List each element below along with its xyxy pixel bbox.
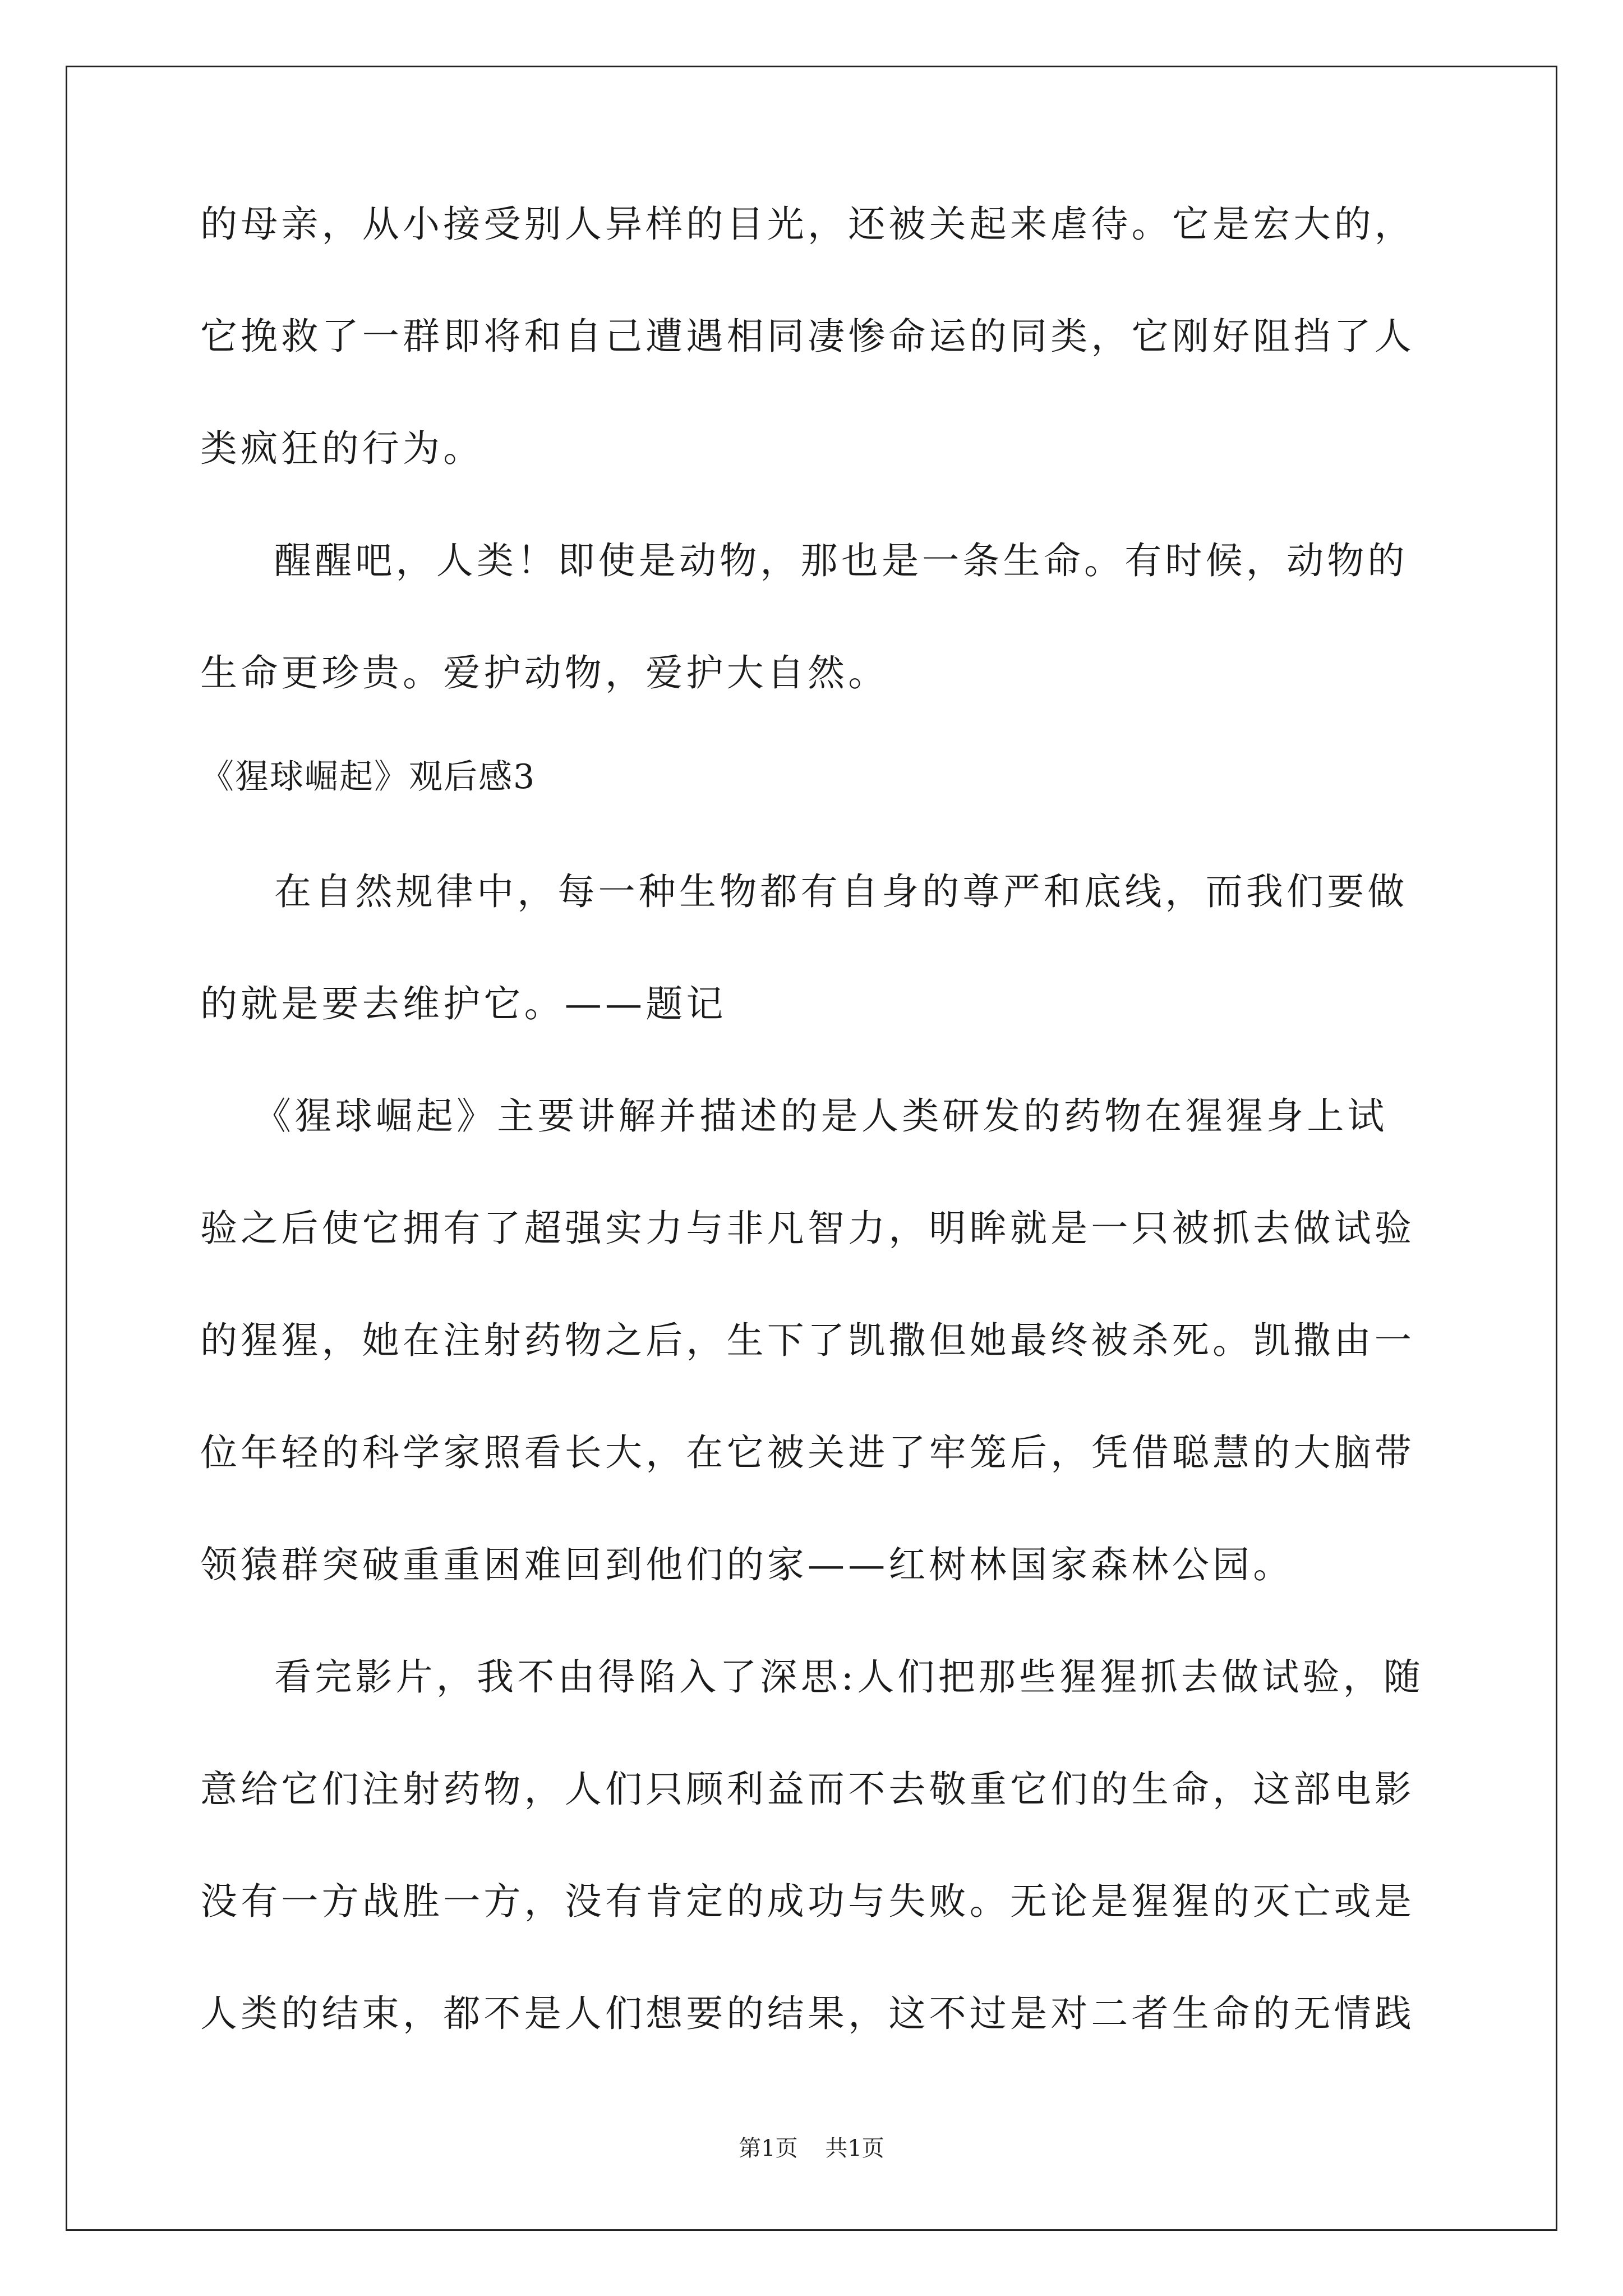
section-heading: 《猩球崛起》观后感3 bbox=[200, 757, 536, 797]
page-total: 共1页 bbox=[825, 2136, 884, 2161]
text-line: 的猩猩，她在注射药物之后，生下了凯撒但她最终被杀死。凯撒由一 bbox=[200, 1319, 1415, 1362]
text-line: 位年轻的科学家照看长大，在它被关进了牢笼后，凭借聪慧的大脑带 bbox=[200, 1431, 1415, 1474]
paragraph-first-line: 醒醒吧，人类！即使是动物，那也是一条生命。有时候，动物的 bbox=[274, 539, 1408, 582]
paragraph-first-line: 看完影片，我不由得陷入了深思:人们把那些猩猩抓去做试验，随 bbox=[274, 1655, 1424, 1699]
text-line: 它挽救了一群即将和自己遭遇相同凄惨命运的同类，它刚好阻挡了人 bbox=[200, 315, 1415, 358]
paragraph-first-line: 在自然规律中，每一种生物都有自身的尊严和底线，而我们要做 bbox=[274, 870, 1408, 913]
page-footer bbox=[0, 2132, 1623, 2165]
text-line: 人类的结束，都不是人们想要的结果，这不过是对二者生命的无情践 bbox=[200, 1992, 1415, 2035]
text-line: 领猿群突破重重困难回到他们的家——红树林国家森林公园。 bbox=[200, 1543, 1294, 1586]
text-line: 意给它们注射药物，人们只顾利益而不去敬重它们的生命，这部电影 bbox=[200, 1768, 1415, 1811]
text-line: 类疯狂的行为。 bbox=[200, 427, 484, 470]
text-line: 生命更珍贵。爱护动物，爱护大自然。 bbox=[200, 651, 889, 694]
text-line: 没有一方战胜一方，没有肯定的成功与失败。无论是猩猩的灭亡或是 bbox=[200, 1880, 1415, 1923]
text-line: 的母亲，从小接受别人异样的目光，还被关起来虐待。它是宏大的， bbox=[200, 203, 1415, 246]
text-line: 的就是要去维护它。——题记 bbox=[200, 982, 727, 1025]
page-number: 第1页 bbox=[739, 2136, 798, 2161]
paragraph-first-line: 《猩球崛起》主要讲解并描述的是人类研发的药物在猩猩身上试 bbox=[254, 1094, 1388, 1138]
text-line: 验之后使它拥有了超强实力与非凡智力，明眸就是一只被抓去做试验 bbox=[200, 1207, 1415, 1250]
